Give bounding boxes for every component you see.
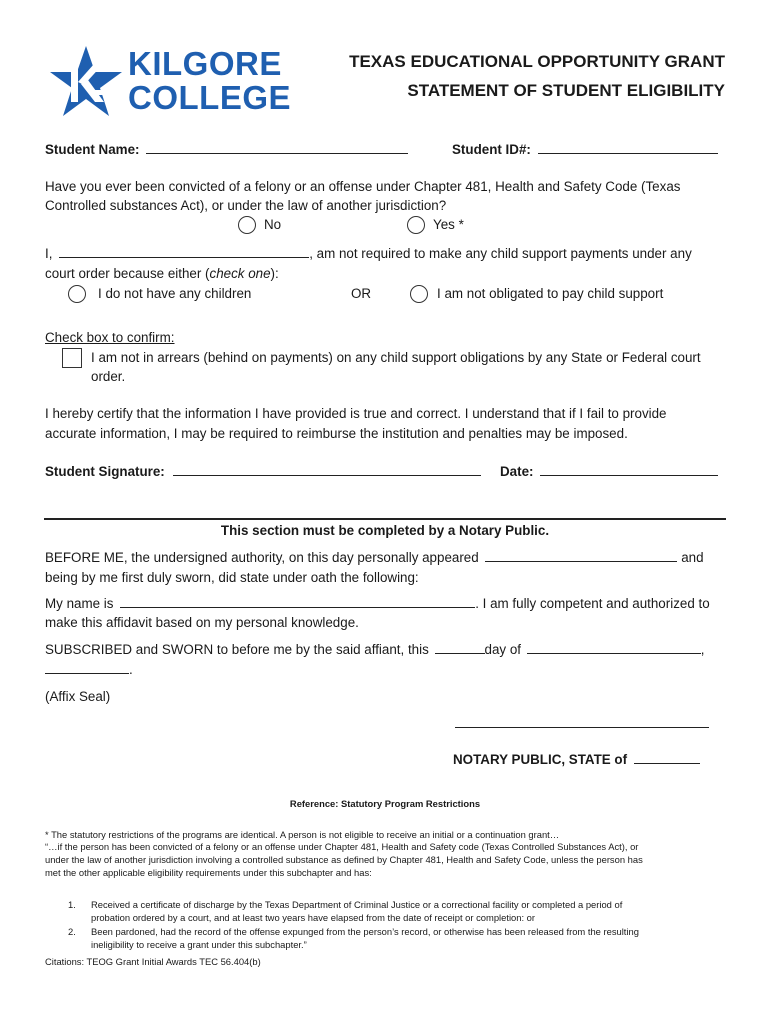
logo-text-college: COLLEGE [128,79,292,116]
certify-line2: accurate information, I may be required to reimburse the institution and penalties may be imposed. [45,426,628,441]
child-support-line2-start: court order because either ( [45,266,210,281]
subscribed-line [45,640,704,660]
reference-item-1-line1: Received a certificate of discharge by the Texas Department of Criminal Justice or a correctional facility or completed a period of [91,899,623,910]
reference-heading: Reference: Statutory Program Restrictions [289,798,481,809]
felony-question-line2: Controlled substances Act), or under the law of another jurisdiction? [45,198,447,213]
not-obligated-label: I am not obligated to pay child support [437,286,664,301]
subscribed-month-field[interactable] [527,641,701,654]
my-name-field[interactable] [120,595,475,608]
arrears-confirm-line1: I am not in arrears (behind on payments) on any child support obligations by any State or Federal court [91,350,701,365]
reference-item-1-line2: probation ordered by a court, and at least two years have elapsed from the date of receipt or completion: or [91,912,536,923]
subscribed-day-field[interactable] [435,641,485,654]
arrears-confirm-line2: order. [91,369,126,384]
reference-item-2-line2: ineligibility to receive a grant under this subchapter.” [91,939,307,950]
felony-yes-radio[interactable] [407,216,425,234]
child-support-line2-end: ): [270,266,279,281]
subscribed-comma: , [700,642,705,657]
felony-yes-label: Yes * [433,217,464,232]
reference-paragraph-3: under the law of another jurisdiction involving a controlled substance as defined by Chapter 481, Health and Safety Code, unless the person has [45,854,643,865]
arrears-confirm-checkbox[interactable] [62,348,82,368]
child-support-line2 [45,264,279,284]
student-name-field[interactable] [146,141,408,154]
notary-divider [44,518,726,520]
child-support-line1 [45,244,692,264]
no-children-radio[interactable] [68,285,86,303]
my-name-end: . I am fully competent and authorized to [475,596,710,611]
star-emblem-icon [48,44,124,120]
student-signature-field[interactable] [173,463,481,476]
check-one-text: check one [209,266,271,281]
or-text: OR [351,286,372,301]
reference-item-1-number: 1. [68,899,76,910]
year-period: . [129,662,133,677]
form-title-line2: STATEMENT OF STUDENT ELIGIBILITY [407,81,725,100]
student-id-row [452,140,718,160]
student-signature-label: Student Signature: [45,464,165,479]
my-name-line1 [45,594,710,614]
felony-no-label: No [264,217,282,232]
date-label: Date: [500,464,534,479]
year-line [45,660,133,680]
college-logo [48,44,292,120]
my-name-text: My name is [45,596,114,611]
notary-signature-line[interactable] [455,727,709,728]
notary-heading: This section must be completed by a Notary Public. [220,523,550,538]
date-row [500,462,718,482]
form-title-line1: TEXAS EDUCATIONAL OPPORTUNITY GRANT [349,52,725,71]
student-id-label: Student ID#: [452,142,531,157]
affix-seal-text: (Affix Seal) [45,689,111,704]
reference-item-2-line1: Been pardoned, had the record of the offense expunged from the person’s record, or otherwise has been released from the resulting [91,926,639,937]
notary-state-field[interactable] [634,751,700,764]
logo-text-kilgore: KILGORE [128,45,282,82]
check-box-heading: Check box to confirm: [45,330,175,345]
before-me-line1 [45,548,704,568]
child-support-name-field[interactable] [59,245,309,258]
child-support-suffix: , am not required to make any child support payments under any [309,246,692,261]
felony-question-line1: Have you ever been convicted of a felony or an offense under Chapter 481, Health and Safety Code (Texas [45,179,681,194]
reference-paragraph-4: met the other applicable eligibility requirements under this subchapter and has: [45,867,372,878]
before-me-text: BEFORE ME, the undersigned authority, on this day personally appeared [45,550,479,565]
child-support-prefix: I, [45,246,53,261]
reference-paragraph-1: * The statutory restrictions of the programs are identical. A person is not eligible to receive an initial or a continuation grant… [45,829,560,840]
reference-paragraph-2: “…if the person has been convicted of a felony or an offense under Chapter 481, Health and Safety code (Texas Controlled Substances Act), or [45,841,639,852]
date-field[interactable] [540,463,718,476]
notary-public-label: NOTARY PUBLIC, STATE of [453,752,628,767]
day-of-text: day of [484,642,522,657]
notary-state-row [453,750,700,770]
student-name-row [45,140,408,160]
citation-text: Citations: TEOG Grant Initial Awards TEC 56.404(b) [45,956,261,967]
not-obligated-radio[interactable] [410,285,428,303]
certify-line1: I hereby certify that the information I have provided is true and correct. I understand that if I fail to provide [45,406,667,421]
before-me-and: and [681,550,704,565]
felony-no-radio[interactable] [238,216,256,234]
signature-row [45,462,481,482]
appeared-name-field[interactable] [485,549,677,562]
student-id-field[interactable] [538,141,718,154]
before-me-line2: being by me first duly sworn, did state under oath the following: [45,570,419,585]
subscribed-year-field[interactable] [45,661,129,674]
subscribed-text: SUBSCRIBED and SWORN to before me by the said affiant, this [45,642,429,657]
no-children-label: I do not have any children [98,286,252,301]
reference-item-2-number: 2. [68,926,76,937]
student-name-label: Student Name: [45,142,140,157]
my-name-line2: make this affidavit based on my personal knowledge. [45,615,359,630]
